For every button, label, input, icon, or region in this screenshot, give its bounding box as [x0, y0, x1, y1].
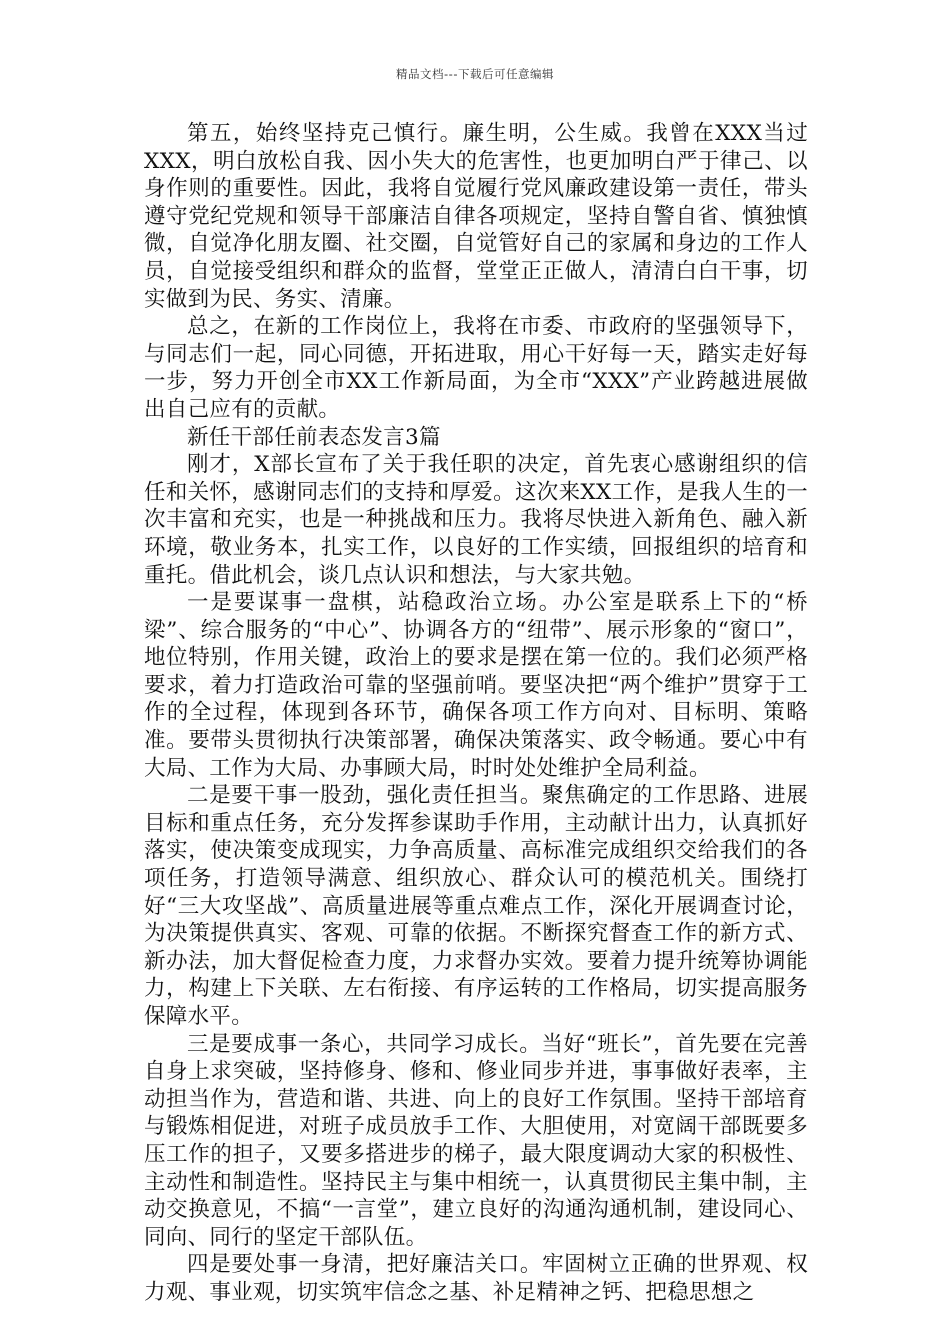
- paragraph: 二是要干事一股劲，强化责任担当。聚焦确定的工作思路、进展目标和重点任务，充分发挥参谋助手作用，主动献计出力，认真抓好落实，使决策变成现实，力争高质量、高标准完成组织交给我们的各项任务，打造领导满意、组织放心、群众认可的模范机关。围绕打好“三大攻坚战”、高质量进展等重点难点工作，深化开展调查讨论，为决策提供真实、客观、可靠的依据。不断探究督查工作的新方式、新办法，加大督促检查力度，力求督办实效。要着力提升统筹协调能力，构建上下关联、左右衔接、有序运转的工作格局，切实提高服务保障水平。: [144, 783, 808, 1029]
- paragraph: 总之，在新的工作岗位上，我将在市委、市政府的坚强领导下，与同志们一起，同心同德，开拓进取，用心干好每一天，踏实走好每一步，努力开创全市XX工作新局面，为全市“XXX”产业跨越进展做出自己应有的贡献。: [144, 314, 808, 422]
- paragraph: 三是要成事一条心，共同学习成长。当好“班长”，首先要在完善自身上求突破，坚持修身、修和、修业同步并进，事事做好表率，主动担当作为，营造和谐、共进、向上的良好工作氛围。坚持干部培育与锻炼相促进，对班子成员放手工作、大胆使用，对宽阔干部既要多压工作的担子，又要多搭进步的梯子，最大限度调动大家的积极性、主动性和制造性。坚持民主与集中相统一，认真贯彻民主集中制，主动交换意见，不搞“一言堂”，建立良好的沟通沟通机制，建设同心、同向、同行的坚定干部队伍。: [144, 1031, 808, 1250]
- paragraph: 一是要谋事一盘棋，站稳政治立场。办公室是联系上下的“桥梁”、综合服务的“中心”、协调各方的“纽带”、展示形象的“窗口”，地位特别，作用关键，政治上的要求是摆在第一位的。我们必须严格要求，着力打造政治可靠的坚强前哨。要坚决把“两个维护”贯穿于工作的全过程，体现到各环节，确保各项工作方向对、目标明、策略准。要带头贯彻执行决策部署，确保决策落实、政令畅通。要心中有大局、工作为大局、办事顾大局，时时处处维护全局利益。: [144, 590, 808, 781]
- document-body: [144, 120, 808, 1307]
- section-title: 新任干部任前表态发言3篇: [187, 424, 441, 450]
- paragraph: 第五，始终坚持克己慎行。廉生明，公生威。我曾在XXX当过XXX，明白放松自我、因小失大的危害性，也更加明白严于律己、以身作则的重要性。因此，我将自觉履行党风廉政建设第一责任，带头遵守党纪党规和领导干部廉洁自律各项规定，坚持自警自省、慎独慎微，自觉净化朋友圈、社交圈，自觉管好自己的家属和身边的工作人员，自觉接受组织和群众的监督，堂堂正正做人，清清白白干事，切实做到为民、务实、清廉。: [144, 121, 808, 312]
- paragraph: 刚才，X部长宣布了关于我任职的决定，首先衷心感谢组织的信任和关怀，感谢同志们的支持和厚爱。这次来XX工作，是我人生的一次丰富和充实，也是一种挑战和压力。我将尽快进入新角色、融入新环境，敬业务本，扎实工作，以良好的工作实绩，回报组织的培育和重托。借此机会，谈几点认识和想法，与大家共勉。: [144, 452, 808, 588]
- paragraph: 四是要处事一身清，把好廉洁关口。牢固树立正确的世界观、权力观、事业观，切实筑牢信念之基、补足精神之钙、把稳思想之: [144, 1252, 808, 1305]
- page-header: 精品文档---下载后可任意编辑: [396, 67, 554, 81]
